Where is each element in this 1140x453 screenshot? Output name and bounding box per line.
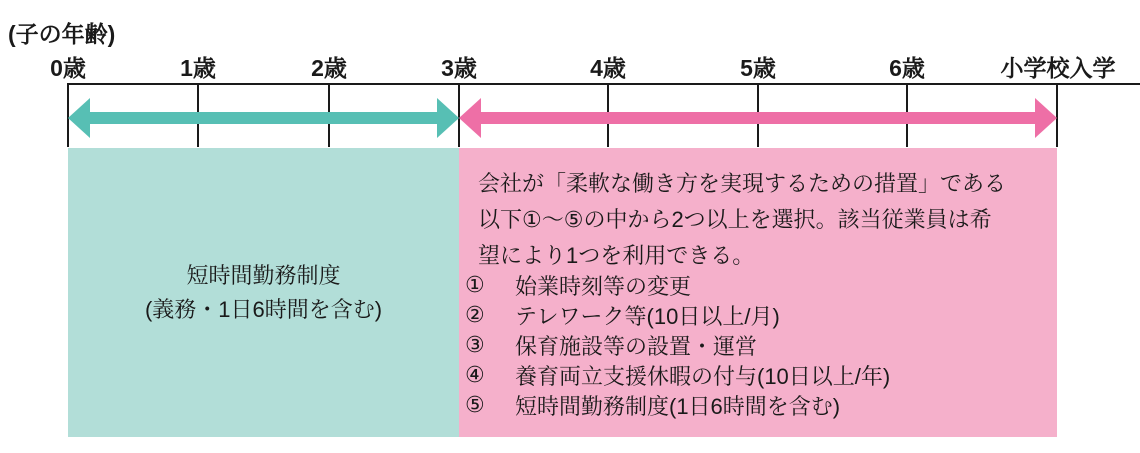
measure-text: 保育施設等の設置・運営 (515, 333, 758, 359)
measure-item-3 (465, 330, 1045, 360)
measure-number: ① (465, 272, 485, 297)
axis-title: (子の年齢) (8, 21, 116, 47)
tick-label-age3: 3歳 (441, 55, 477, 81)
measure-number: ③ (465, 332, 485, 357)
pink-range-arrow (459, 98, 1057, 138)
measure-number: ⑤ (465, 392, 485, 417)
arrow-shaft (481, 112, 1035, 124)
description-line: 望により1つを利用できる。 (478, 243, 755, 268)
arrowhead-right-icon (1035, 98, 1057, 138)
short-hours-scheme-title: 短時間勤務制度 (186, 262, 341, 288)
arrow-shaft (90, 112, 437, 124)
short-hours-scheme-note: (義務・1日6時間を含む) (144, 296, 383, 322)
measure-item-5 (465, 390, 1045, 420)
measure-text: 短時間勤務制度(1日6時間を含む) (515, 393, 841, 419)
arrowhead-right-icon (437, 98, 459, 138)
arrowhead-left-icon (68, 98, 90, 138)
description-line: 以下①～⑤の中から2つ以上を選択。該当従業員は希 (478, 207, 992, 232)
tick-label-age5: 5歳 (740, 55, 776, 81)
measure-item-1 (465, 270, 1045, 300)
tick-label-age6: 6歳 (889, 55, 925, 81)
measure-list (465, 270, 1045, 420)
measure-number: ④ (465, 362, 485, 387)
measure-text: テレワーク等(10日以上/月) (515, 303, 780, 329)
tick-label-age4: 4歳 (590, 55, 626, 81)
short-hours-scheme-block (68, 148, 459, 437)
measure-text: 始業時刻等の変更 (515, 273, 692, 299)
flexible-measures-block (459, 148, 1057, 437)
teal-range-arrow (68, 98, 459, 138)
tick-label-school: 小学校入学 (1000, 55, 1116, 81)
tick-label-age1: 1歳 (180, 55, 216, 81)
measure-item-4 (465, 360, 1045, 390)
tick-label-age0: 0歳 (50, 55, 86, 81)
measure-item-2 (465, 300, 1045, 330)
arrowhead-left-icon (459, 98, 481, 138)
measure-text: 養育両立支援休暇の付与(10日以上/年) (515, 363, 891, 389)
flexible-measures-description (478, 166, 1045, 274)
tick-label-age2: 2歳 (311, 55, 347, 81)
measure-number: ② (465, 302, 485, 327)
axis-line (68, 83, 1140, 85)
description-line: 会社が「柔軟な働き方を実現するための措置」である (478, 171, 1007, 196)
